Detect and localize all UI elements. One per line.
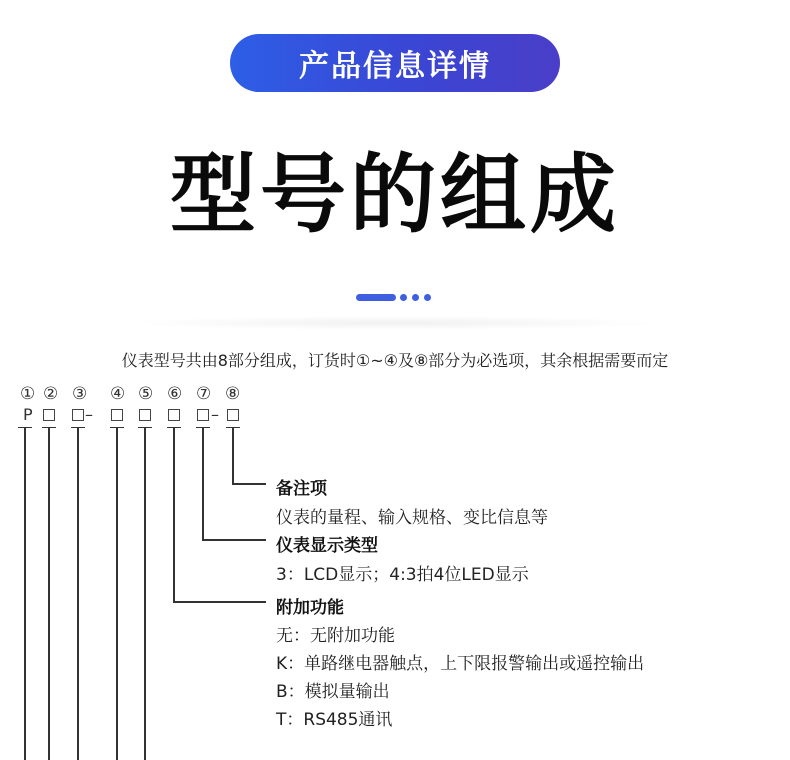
code-slot-6 xyxy=(168,409,180,421)
code-slot-5 xyxy=(139,409,151,421)
leader-line-1 xyxy=(24,428,26,760)
leader-line-7 xyxy=(202,428,204,540)
leader-connector-6 xyxy=(173,601,266,603)
position-number-8: ⑧ xyxy=(225,384,241,404)
code-slot-3 xyxy=(72,409,84,421)
section-line: 3：LCD显示；4:3拍4位LED显示 xyxy=(276,565,529,585)
section-banner: 产品信息详情 xyxy=(230,34,560,92)
section-line: 无：无附加功能 xyxy=(276,626,395,646)
decoration-dot xyxy=(400,294,407,301)
decoration-dot xyxy=(424,294,431,301)
position-number-6: ⑥ xyxy=(167,384,183,404)
code-dash: – xyxy=(85,405,93,424)
code-slot-8 xyxy=(227,409,239,421)
decoration-dot xyxy=(412,294,419,301)
leader-line-3 xyxy=(77,428,79,760)
leader-line-5 xyxy=(144,428,146,760)
divider-glow xyxy=(120,316,670,330)
leader-line-4 xyxy=(116,428,118,760)
section-line: B：模拟量输出 xyxy=(276,682,390,702)
page-title: 型号的组成 xyxy=(170,145,620,245)
leader-line-2 xyxy=(48,428,50,760)
section-line: T：RS485通讯 xyxy=(276,710,393,730)
decoration-bar xyxy=(356,294,396,301)
position-number-7: ⑦ xyxy=(196,384,212,404)
leader-line-8 xyxy=(232,428,234,484)
leader-line-6 xyxy=(173,428,175,602)
leader-connector-8 xyxy=(232,483,266,485)
position-number-3: ③ xyxy=(72,384,88,404)
position-number-5: ⑤ xyxy=(138,384,154,404)
code-slot-2 xyxy=(43,409,55,421)
section-line: 仪表的量程、输入规格、变比信息等 xyxy=(276,508,548,528)
section-title-remarks: 备注项 xyxy=(276,479,327,499)
leader-connector-7 xyxy=(202,539,266,541)
code-prefix: P xyxy=(23,405,33,424)
code-dash: – xyxy=(211,405,219,424)
code-slot-4 xyxy=(111,409,123,421)
model-description: 仪表型号共由8部分组成，订货时①~④及⑧部分为必选项，其余根据需要而定 xyxy=(121,351,669,370)
section-line: K：单路继电器触点，上下限报警输出或遥控输出 xyxy=(276,654,645,674)
position-number-4: ④ xyxy=(110,384,126,404)
code-slot-7 xyxy=(197,409,209,421)
position-number-2: ② xyxy=(43,384,59,404)
section-title-display-type: 仪表显示类型 xyxy=(276,536,378,556)
position-number-1: ① xyxy=(20,384,36,404)
section-title-extra-functions: 附加功能 xyxy=(276,598,344,618)
